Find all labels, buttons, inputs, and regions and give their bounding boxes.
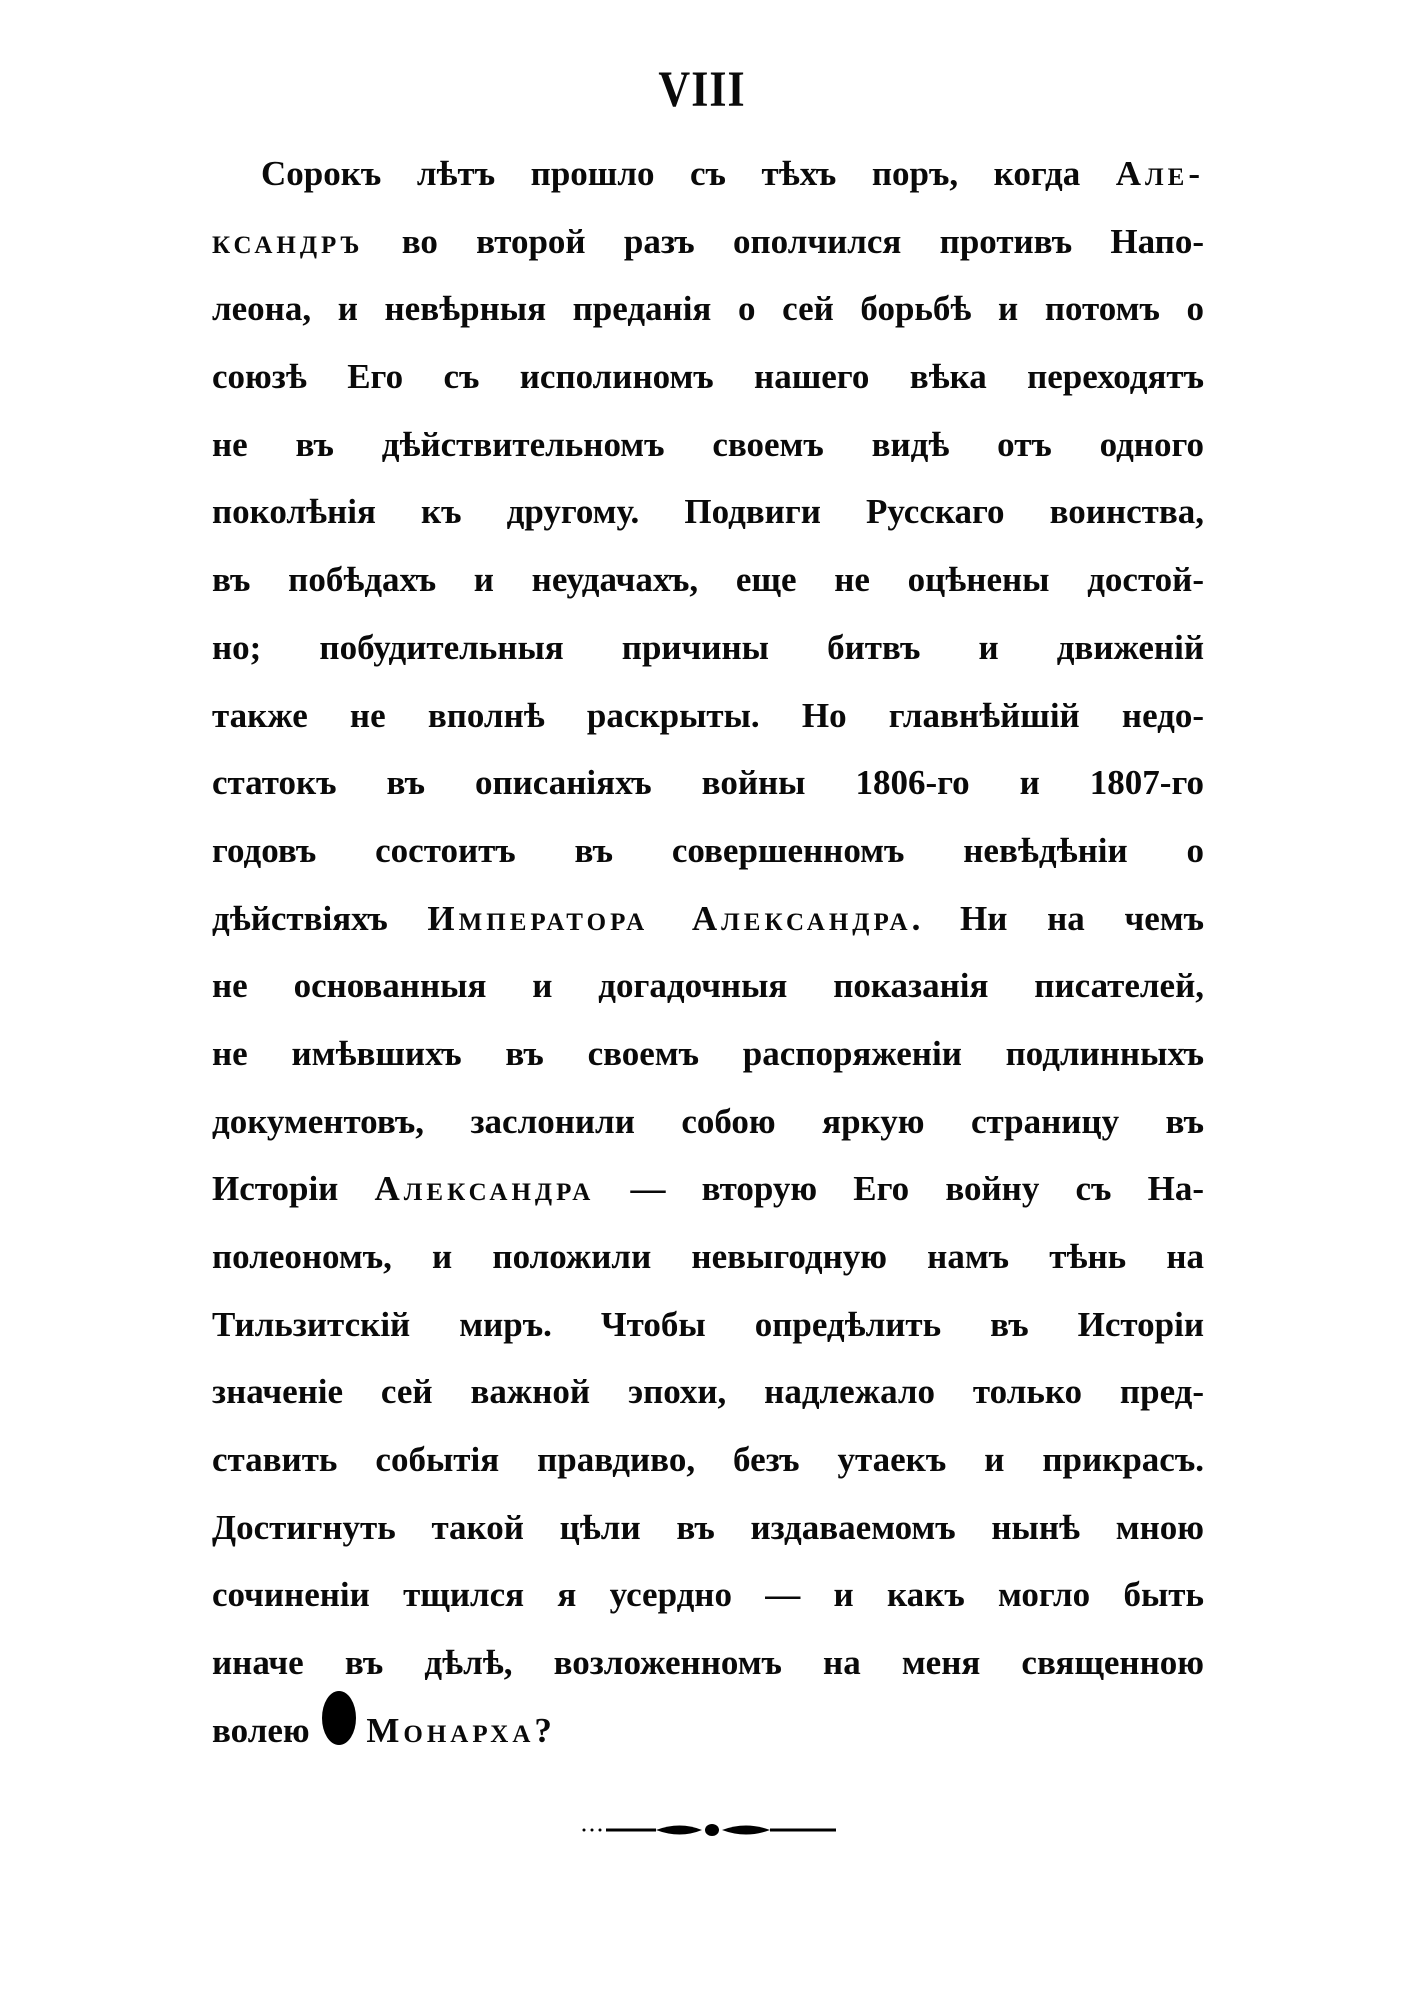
text-segment: также не вполнѣ раскрыты. Но главнѣйшій недо- [212,695,1204,735]
text-line [212,1231,1204,1299]
spaced-name: Але- [1115,154,1204,193]
text-line [212,1096,1204,1164]
text-line [212,1637,1204,1705]
text-line [212,1366,1204,1434]
text-line [212,622,1204,690]
text-segment: не въ дѣйствительномъ своемъ видѣ отъ одного [212,424,1204,464]
text-line [212,148,1204,216]
page-number: VIII [658,61,746,118]
text-line [212,1299,1204,1367]
text-line [212,1028,1204,1096]
text-segment: — вторую Его войну съ На- [594,1169,1204,1209]
text-segment: документовъ, заслонили собою яркую страницу въ [212,1101,1204,1141]
text-segment: годовъ состоитъ въ совершенномъ невѣдѣніи о [212,830,1204,870]
text-line [212,757,1204,825]
text-line [212,1434,1204,1502]
tailpiece-ornament-icon [580,1818,840,1842]
text-line [212,1163,1204,1231]
text-segment: ? [534,1710,552,1750]
text-line [212,825,1204,893]
text-segment: во второй разъ ополчился противъ Напо- [363,221,1204,261]
text-segment: сочиненіи тщился я усердно — и какъ могло быть [212,1575,1204,1615]
spaced-name: Александра [374,1169,595,1209]
spaced-name: Монарха [366,1710,535,1750]
text-segment: статокъ въ описаніяхъ войны 1806-го и 1807-го [212,763,1204,803]
text-line [212,554,1204,622]
spaced-name: ксандръ [212,221,364,261]
text-line [212,283,1204,351]
text-line [212,216,1204,284]
text-segment: Достигнуть такой цѣли въ издаваемомъ нынѣ мною [212,1507,1204,1547]
text-segment: союзѣ Его съ исполиномъ нашего вѣка переходятъ [212,357,1204,397]
text-segment: полеономъ, и положили невыгодную намъ тѣнь на [212,1237,1204,1276]
text-line [212,486,1204,554]
text-segment: Исторіи [212,1169,375,1209]
text-line [212,893,1204,961]
text-line [212,1569,1204,1637]
text-segment: въ побѣдахъ и неудачахъ, еще не оцѣнены достой- [212,560,1204,600]
text-segment: леона, и невѣрныя преданія о сей борьбѣ и потомъ о [212,289,1204,329]
body-paragraph [212,148,1204,1773]
text-segment: дѣйствіяхъ [212,898,428,938]
text-segment: не имѣвшихъ въ своемъ распоряженіи подлинныхъ [212,1033,1204,1073]
text-segment: значеніе сей важной эпохи, надлежало только пред- [212,1372,1204,1412]
text-segment: поколѣнія къ другому. Подвиги Русскаго воинства, [212,492,1204,532]
text-line [212,351,1204,419]
spaced-name: Императора Александра [427,898,912,938]
text-line [212,1502,1204,1570]
text-segment: . Ни на чемъ [911,898,1204,938]
text-segment: ставить событія правдиво, безъ утаекъ и прикрасъ. [212,1440,1204,1480]
text-segment: волею [212,1710,319,1750]
text-segment: иначе въ дѣлѣ, возложенномъ на меня священною [212,1643,1204,1683]
text-line [212,419,1204,487]
text-line [212,960,1204,1028]
text-segment: Тильзитскій миръ. Чтобы опредѣлить въ Исторіи [212,1304,1204,1344]
text-line [212,690,1204,758]
text-segment: Сорокъ лѣтъ прошло съ тѣхъ поръ, когда [261,154,1116,193]
text-line [212,1705,1204,1773]
text-segment: но; побудительныя причины битвъ и движеній [212,627,1204,667]
text-segment: не основанныя и догадочныя показанія писателей, [212,966,1204,1006]
